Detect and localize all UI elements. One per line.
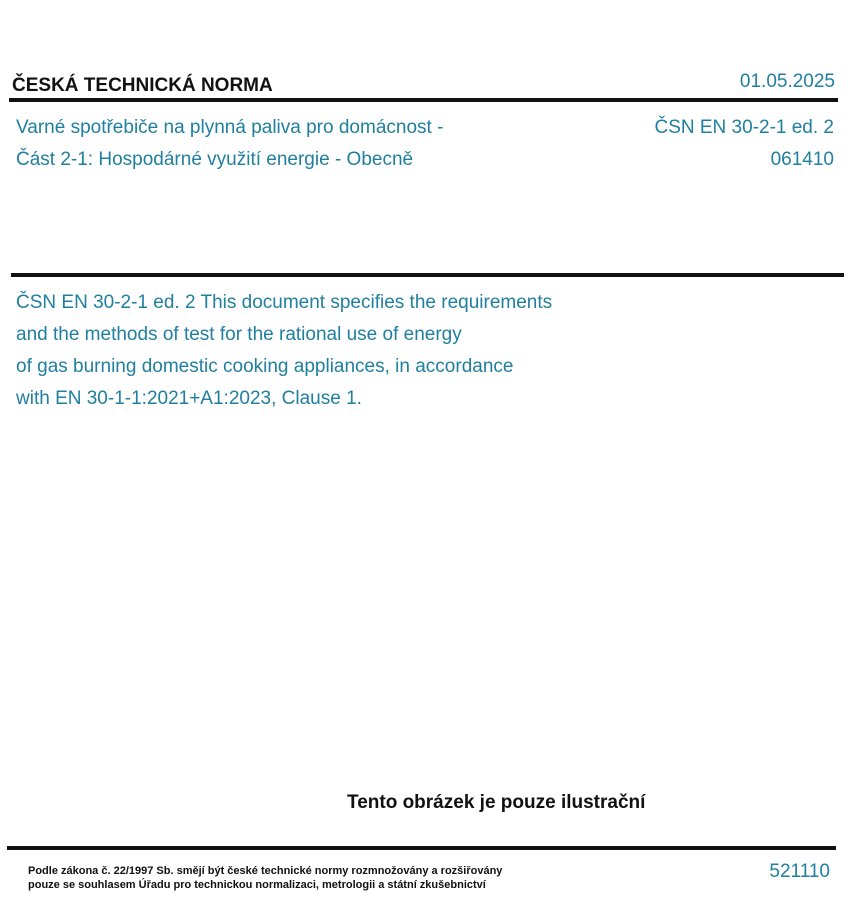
description-line: of gas burning domestic cooking appliances, in accordance bbox=[16, 356, 514, 377]
header-divider bbox=[9, 98, 838, 102]
standard-identifier: ČSN EN 30-2-1 ed. 2 bbox=[654, 117, 834, 138]
footer-divider bbox=[7, 846, 836, 850]
description-line: with EN 30-1-1:2021+A1:2023, Clause 1. bbox=[16, 388, 362, 409]
description-line: and the methods of test for the rational use of energy bbox=[16, 324, 462, 345]
classification-code: 061410 bbox=[770, 149, 834, 170]
description-line: ČSN EN 30-2-1 ed. 2 This document specifies the requirements bbox=[16, 292, 553, 313]
legal-notice-line: Podle zákona č. 22/1997 Sb. smějí být české technické normy rozmnožovány a rozšiřovány bbox=[28, 865, 503, 877]
section-divider bbox=[11, 273, 844, 277]
document-type-label: ČESKÁ TECHNICKÁ NORMA bbox=[12, 75, 273, 96]
publication-date: 01.05.2025 bbox=[739, 71, 835, 92]
standard-title-line: Část 2-1: Hospodárné využití energie - Obecně bbox=[16, 149, 414, 170]
footer-code: 521110 bbox=[769, 861, 830, 882]
standard-title-line: Varné spotřebiče na plynná paliva pro domácnost - bbox=[16, 117, 444, 138]
illustration-note: Tento obrázek je pouze ilustrační bbox=[347, 792, 646, 813]
legal-notice-line: pouze se souhlasem Úřadu pro technickou normalizaci, metrologii a státní zkušebnictví bbox=[28, 879, 486, 891]
